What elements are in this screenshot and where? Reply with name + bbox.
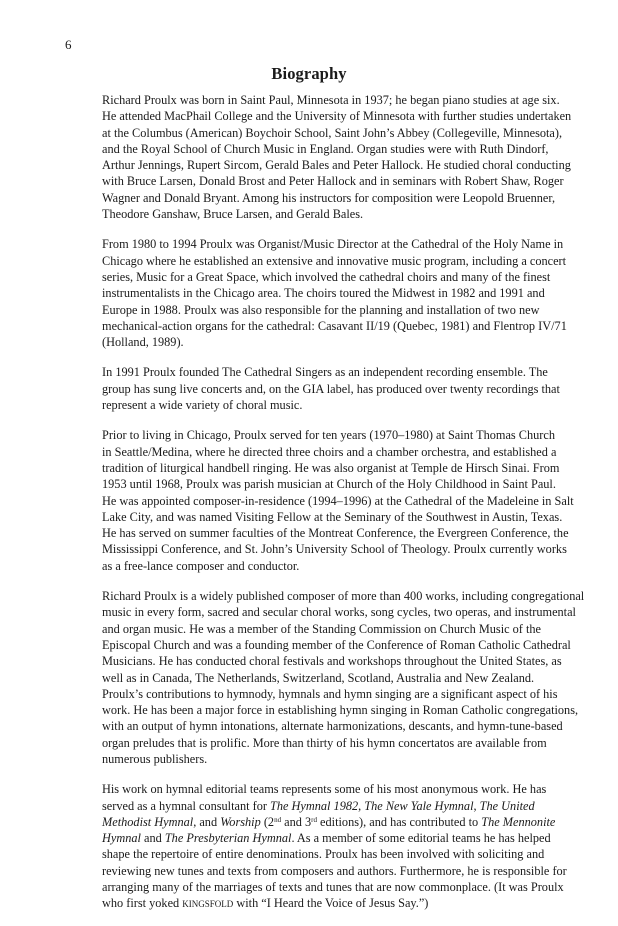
text-line: In 1991 Proulx founded The Cathedral Singers as an independent recording ensemble. The [102,365,548,380]
text-line: Theodore Ganshaw, Bruce Larsen, and Gerald Bales. [102,207,364,222]
text-run: and [140,831,165,846]
text-line: Richard Proulx is a widely published composer of more than 400 works, including congregational [102,589,585,604]
paragraph-hymnody [102,686,579,767]
text-line: Musicians. He has conducted choral festivals and workshops throughout the United States, as [102,654,562,669]
paragraph-prior-positions [102,427,574,574]
text-line: Prior to living in Chicago, Proulx served for ten years (1970–1980) at Saint Thomas Church [102,428,555,443]
text-line: and organ music. He was a member of the Standing Commission on Church Music of the [102,621,541,636]
text-run: editions), and has contributed to [316,814,482,829]
text-line: Wagner and Donald Bryant. Among his instructors for composition were Leopold Bruenner, [102,190,556,205]
text-line: From 1980 to 1994 Proulx was Organist/Music Director at the Cathedral of the Holy Name in [102,237,564,252]
text-line: work. He has been a major force in establishing hymn singing in Roman Catholic congregations, [102,703,579,718]
text-run: and 3 [281,814,312,829]
paragraph-cathedral-singers [102,364,560,413]
italic-title: Hymnal [102,831,141,846]
text-line: He has served on summer faculties of the Montreat Conference, the Evergreen Conference, the [102,526,569,541]
text-run: . As a member of some editorial teams he has helped [291,831,551,846]
text-line: numerous publishers. [102,751,208,766]
text-line: group has sung live concerts and, on the GIA label, has produced over twenty recordings that [102,381,560,396]
text-run: arranging many of the marriages of texts and tunes that are now commonplace. (It was Proulx [102,880,564,895]
text-line [102,846,545,862]
text-run: , [473,798,480,813]
text-line: tradition of liturgical handbell ringing. He was also organist at Temple de Hirsch Sinai. From [102,460,560,475]
text-run: shape the repertoire of entire denominations. Proulx has been involved with soliciting and [102,847,545,862]
text-line: music in every form, sacred and secular choral works, song cycles, two operas, and instrumental [102,605,576,620]
text-line: Mississippi Conference, and St. John’s University School of Theology. Proulx currently works [102,542,567,557]
text-line: (Holland, 1989). [102,335,184,350]
text-line: Episcopal Church and was a founding member of the Conference of Roman Catholic Cathedral [102,637,571,652]
text-line: with Bruce Larsen, Donald Brost and Peter Hallock and in seminars with Robert Shaw, Roger [102,174,564,189]
page-number: 6 [65,37,72,52]
text-line [102,798,535,814]
text-line: represent a wide variety of choral music. [102,398,303,413]
text-line: instrumentalists in the Chicago area. The choirs toured the Midwest in 1982 and 1991 and [102,286,545,301]
text-line: He was appointed composer-in-residence (1994–1996) at the Cathedral of the Madeleine in Salt [102,493,574,508]
paragraph-cathedral-holy-name [102,236,567,350]
italic-title: The Hymnal 1982 [270,798,359,813]
ordinal-suffix: rd [311,815,317,824]
text-line: as a free-lance composer and conductor. [102,558,300,573]
text-line: well as in Canada, The Netherlands, Switzerland, Scotland, Australia and New Zealand. [102,670,535,685]
italic-title: Methodist Hymnal [102,814,194,829]
page-title: Biography [271,64,347,83]
italic-title: The New Yale Hymnal [364,798,474,813]
italic-title: The Presbyterian Hymnal [164,831,292,846]
biography-body [102,92,585,926]
text-line: with an output of hymn intonations, alternate harmonizations, descants, and hymn-tune-based [102,719,563,734]
text-line: He attended MacPhail College and the University of Minnesota with further studies undertaken [102,109,572,124]
text-run: who first yoked [102,896,183,911]
italic-title: The Mennonite [481,814,556,829]
text-line [102,830,551,846]
text-line: in Seattle/Medina, where he directed three choirs and a chamber orchestra, and established a [102,444,557,459]
text-line: mechanical-action organs for the cathedral: Casavant II/19 (Quebec, 1981) and Flentrop IV/71 [102,318,567,333]
text-line: Europe in 1988. Proulx was also responsible for the planning and installation of two new [102,302,540,317]
text-line: Richard Proulx was born in Saint Paul, Minnesota in 1937; he began piano studies at age six. [102,93,560,107]
hymn-tune-name: kingsfold [182,896,234,911]
paragraph-early-life [102,92,572,222]
ordinal-suffix: nd [274,815,282,824]
text-line [102,814,556,830]
text-run: His work on hymnal editorial teams represents some of his most anonymous work. He has [102,782,547,797]
text-run: (2 [260,814,275,829]
text-line: and the Royal School of Church Music in England. Organ studies were with Ruth Dindorf, [102,141,549,156]
text-line: Arthur Jennings, Rupert Sircom, Gerald Bales and Peter Hallock. He studied choral conducting [102,158,571,173]
text-line [102,879,564,895]
text-line: Proulx’s contributions to hymnody, hymnals and hymn singing are a significant aspect of his [102,686,558,701]
text-line: Lake City, and was named Visiting Fellow at the Seminary of the Southwest in Austin, Texas. [102,509,563,524]
text-run: served as a hymnal consultant for [102,798,271,813]
text-line: organ preludes that is prolific. More than thirty of his hymn concertatos are available from [102,735,547,750]
text-line: at the Columbus (American) Boychoir School, Saint John’s Abbey (Collegeville, Minnesota), [102,125,563,140]
text-run: , and [193,814,221,829]
text-line: series, Music for a Great Space, which involved the cathedral choirs and many of the finest [102,269,551,284]
text-line [102,863,567,879]
text-run: , [358,798,365,813]
text-run: with “I Heard the Voice of Jesus Say.”) [233,896,429,911]
text-line [102,781,547,797]
paragraph-hymnal-editorial [102,781,567,911]
text-line: Chicago where he established an extensive and innovative music program, including a concert [102,253,567,268]
italic-title: Worship [220,814,261,829]
text-line [102,895,522,911]
text-line: 1953 until 1968, Proulx was parish musician at Church of the Holy Childhood in Saint Paul. [102,477,556,492]
italic-title: The United [479,798,535,813]
paragraph-published-works [102,588,585,686]
text-run: reviewing new tunes and texts from composers and authors. Furthermore, he is responsible for [102,863,567,878]
